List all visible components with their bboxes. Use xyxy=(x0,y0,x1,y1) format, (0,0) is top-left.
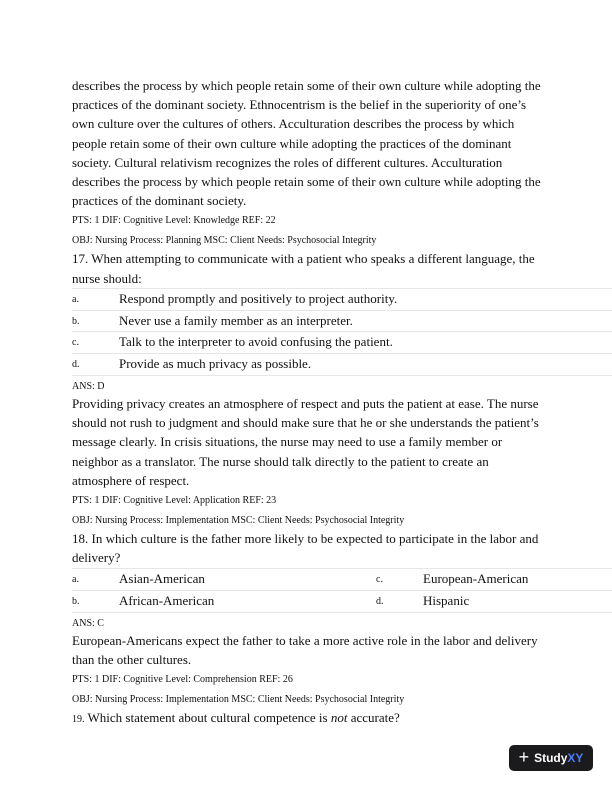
option-letter: a. xyxy=(72,293,79,305)
brand-name xyxy=(534,751,583,765)
q16-obj-line: OBJ: Nursing Process: Planning MSC: Client Needs: Psychosocial Integrity xyxy=(72,235,377,247)
studyxy-badge[interactable] xyxy=(509,745,593,771)
q19-emphasis: not xyxy=(330,710,348,726)
option-text: Respond promptly and positively to project authority. xyxy=(119,290,398,306)
q17-answer: ANS: D xyxy=(72,381,105,393)
q16-pts-line: PTS: 1 DIF: Cognitive Level: Knowledge REF: 22 xyxy=(72,215,276,227)
q19-question xyxy=(72,708,542,727)
brand-accent: XY xyxy=(567,751,584,765)
q19-text-after: accurate? xyxy=(347,710,400,726)
q18-options-row-2 xyxy=(72,590,612,613)
option-letter: b. xyxy=(72,315,80,327)
option-text: Provide as much privacy as possible. xyxy=(119,356,312,372)
q19-text-before: Which statement about cultural competence is xyxy=(84,710,331,726)
option-letter: c. xyxy=(376,574,383,586)
option-text: Asian-American xyxy=(119,571,205,587)
option-text: European-American xyxy=(423,571,529,587)
document-page xyxy=(72,76,612,728)
option-letter: d. xyxy=(72,359,80,371)
q19-number: 19. xyxy=(72,714,85,726)
q18-options xyxy=(72,568,612,613)
plus-icon: + xyxy=(518,747,530,767)
q17-rationale: Providing privacy creates an atmosphere of respect and puts the patient at ease. The nurse should not rush to judgment and should make sure that he or she understands the patient’s message clearly. In crisis situations, the nurse may need to use a family member or neighbor as a translator. The nurse should talk directly to the patient to create an atmosphere of respect. xyxy=(72,396,539,488)
q18-rationale: European-Americans expect the father to take a more active role in the labor and delivery than the other cultures. xyxy=(72,633,538,668)
q18-answer: ANS: C xyxy=(72,618,104,630)
option-letter: c. xyxy=(72,337,79,349)
intro-paragraph: describes the process by which people retain some of their own culture while adopting the practices of the dominant society. Ethnocentrism is the belief in the superiority of one’s own culture over the cultures of others. Acculturation describes the process by which people retain some of their own culture while adopting the practices of the dominant society. Cultural relativism recognizes the roles of different cultures. Acculturation describes the process by which people retain some of their own culture while adopting the practices of the dominant society. xyxy=(72,78,541,209)
q17-option-a xyxy=(72,288,612,310)
brand-main: Study xyxy=(534,751,568,765)
option-text: Never use a family member as an interpreter. xyxy=(119,312,353,328)
option-letter: a. xyxy=(72,574,79,586)
q18-question: 18. In which culture is the father more likely to be expected to participate in the labor and delivery? xyxy=(72,531,539,566)
q17-option-d xyxy=(72,353,612,376)
q18-options-row-1 xyxy=(72,568,612,590)
q17-options xyxy=(72,288,612,376)
q17-option-c xyxy=(72,331,612,353)
q18-obj-line: OBJ: Nursing Process: Implementation MSC: Client Needs: Psychosocial Integrity xyxy=(72,694,405,706)
option-text: African-American xyxy=(119,593,215,609)
option-letter: d. xyxy=(376,596,384,608)
q17-option-b xyxy=(72,310,612,332)
q17-obj-line: OBJ: Nursing Process: Implementation MSC: Client Needs: Psychosocial Integrity xyxy=(72,515,405,527)
option-text: Hispanic xyxy=(423,593,470,609)
q18-pts-line: PTS: 1 DIF: Cognitive Level: Comprehension REF: 26 xyxy=(72,674,293,686)
q17-question: 17. When attempting to communicate with a patient who speaks a different language, the nurse should: xyxy=(72,251,535,286)
option-letter: b. xyxy=(72,596,80,608)
option-text: Talk to the interpreter to avoid confusing the patient. xyxy=(119,334,393,350)
q17-pts-line: PTS: 1 DIF: Cognitive Level: Application REF: 23 xyxy=(72,495,277,507)
